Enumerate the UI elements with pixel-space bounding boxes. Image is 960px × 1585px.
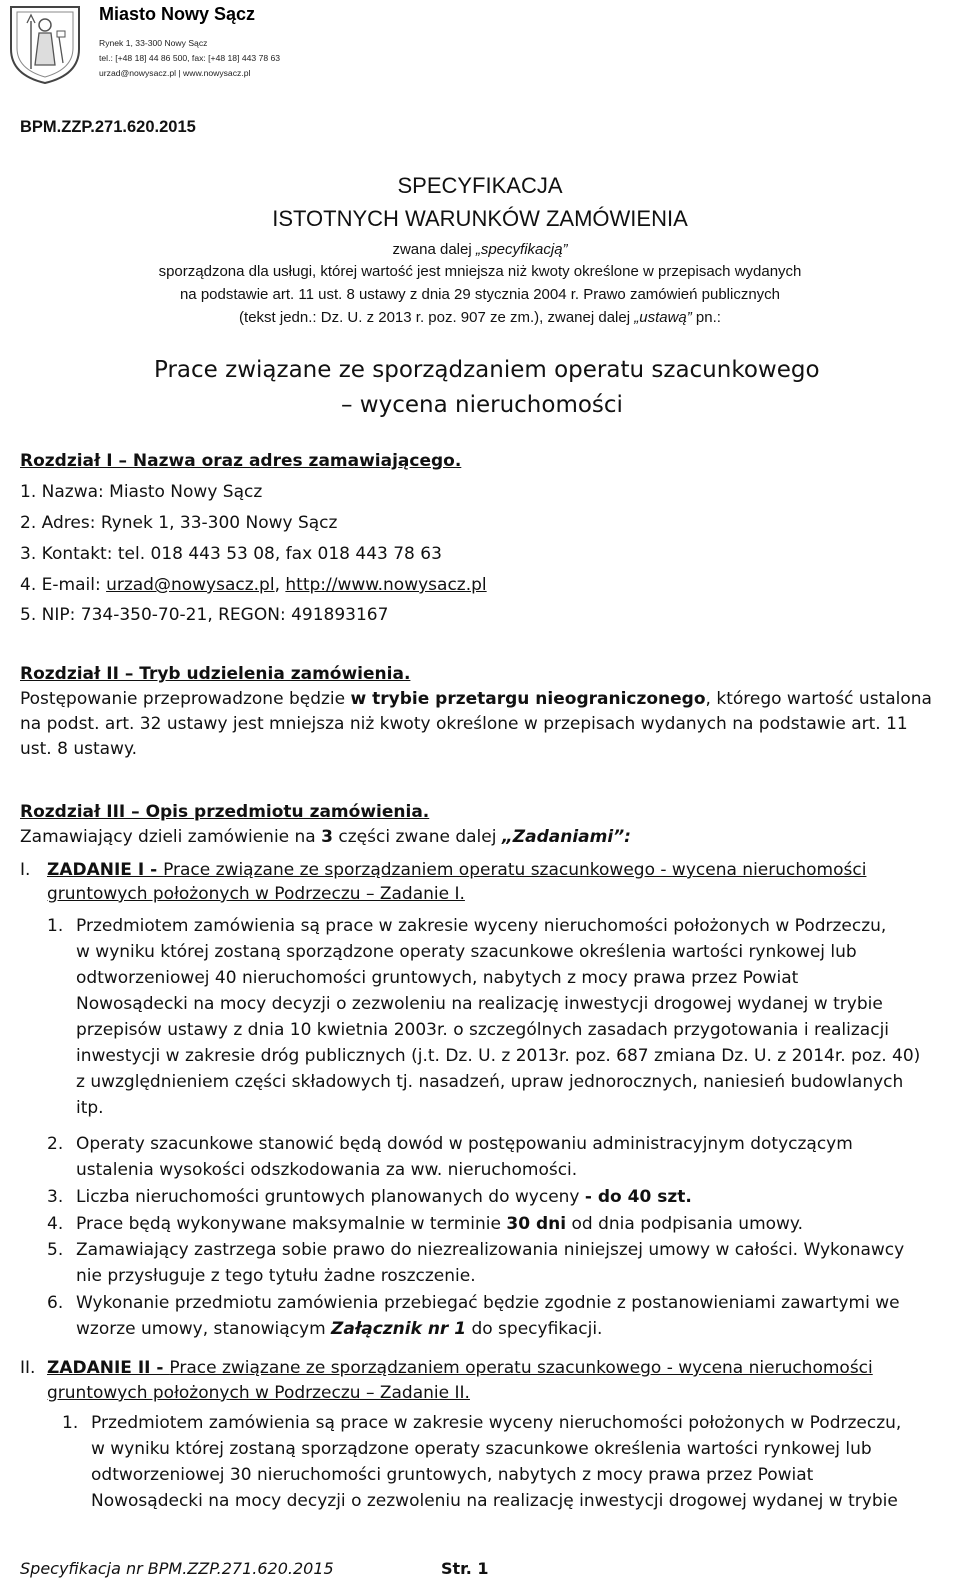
task2-item1-line2: w wyniku której zostaną sporządzone operaty szacunkowe określenia wartości rynkowej lub [91, 1439, 872, 1459]
chapter3-intro: Zamawiający dzieli zamówienie na 3 części zwane dalej „Zadaniami”: [20, 827, 631, 847]
letterhead-contact: urzad@nowysacz.pl | www.nowysacz.pl [99, 68, 251, 78]
task1-item5-line1: Zamawiający zastrzega sobie prawo do niezrealizowania niniejszej umowy w całości. Wykonawcy [76, 1240, 905, 1260]
task1-item6-line1: Wykonanie przedmiotu zamówienia przebiegać będzie zgodnie z postanowieniami zawartymi we [76, 1293, 900, 1313]
doc-subtitle-line3: na podstawie art. 11 ust. 8 ustawy z dnia 29 stycznia 2004 r. Prawo zamówień publicznych [179, 286, 781, 303]
chapter1-item-name: 1. Nazwa: Miasto Nowy Sącz [20, 482, 263, 502]
task1-item1-line7: z uwzględnieniem części składowych tj. nasadzeń, upraw jednorocznych, naniesień budowlanych [76, 1072, 904, 1092]
footer-page-number: Str. 1 [441, 1559, 489, 1578]
task1-item5-line2: nie przysługuje z tego tytułu żadne roszczenie. [76, 1266, 476, 1286]
letterhead-phone: tel.: [+48 18] 44 86 500, fax: [+48 18] 443 78 63 [99, 53, 281, 63]
chapter2-title: Rozdział II – Tryb udzielenia zamówienia. [20, 664, 411, 684]
letterhead-address: Rynek 1, 33-300 Nowy Sącz [99, 38, 208, 48]
chapter1-item-contact: 3. Kontakt: tel. 018 443 53 08, fax 018 443 78 63 [20, 544, 442, 564]
task1-item1-line5: przepisów ustawy z dnia 10 kwietnia 2003r. o szczególnych zasadach przygotowania i realizacji [76, 1020, 890, 1040]
task1-item1-num: 1. [47, 916, 64, 936]
task1-item5-num: 5. [47, 1240, 64, 1260]
chapter1-item-email: 4. E-mail: urzad@nowysacz.pl, http://www.nowysacz.pl [20, 575, 487, 595]
website-link[interactable]: http://www.nowysacz.pl [285, 575, 487, 595]
chapter2-paragraph-line3: ust. 8 ustawy. [20, 739, 137, 759]
task1-item2-line2: ustalenia wysokości odszkodowania za ww. nieruchomości. [76, 1160, 578, 1180]
task1-item1-line2: w wyniku której zostaną sporządzone operaty szacunkowe określenia wartości rynkowej lub [76, 942, 857, 962]
task1-item4-num: 4. [47, 1214, 64, 1234]
task2-title-line1: ZADANIE II - Prace związane ze sporządzaniem operatu szacunkowego - wycena nieruchomości [47, 1358, 873, 1378]
task1-item1-line8: itp. [76, 1098, 104, 1118]
task2-number: II. [20, 1358, 36, 1378]
task1-item2-num: 2. [47, 1134, 64, 1154]
document-id: BPM.ZZP.271.620.2015 [20, 118, 196, 136]
email-link[interactable]: urzad@nowysacz.pl [106, 575, 275, 595]
task1-item4: Prace będą wykonywane maksymalnie w terminie 30 dni od dnia podpisania umowy. [76, 1214, 803, 1234]
chapter1-item-nip: 5. NIP: 734-350-70-21, REGON: 491893167 [20, 605, 389, 625]
doc-title-line2: ISTOTNYCH WARUNKÓW ZAMÓWIENIA [272, 206, 688, 231]
chapter2-paragraph-line1: Postępowanie przeprowadzone będzie w trybie przetargu nieograniczonego, którego wartość ustalona [20, 689, 932, 709]
task1-item2-line1: Operaty szacunkowe stanowić będą dowód w postępowaniu administracyjnym dotyczącym [76, 1134, 853, 1154]
task1-item3-num: 3. [47, 1187, 64, 1207]
footer-spec-number: Specyfikacja nr BPM.ZZP.271.620.2015 [20, 1559, 334, 1578]
task1-item6-line2: wzorze umowy, stanowiącym Załącznik nr 1 do specyfikacji. [76, 1319, 603, 1339]
chapter1-item-address: 2. Adres: Rynek 1, 33-300 Nowy Sącz [20, 513, 338, 533]
task1-title-line2: gruntowych położonych w Podrzeczu – Zadanie I. [47, 884, 465, 904]
letterhead-title: Miasto Nowy Sącz [99, 4, 256, 24]
doc-subtitle-line2: sporządzona dla usługi, której wartość jest mniejsza niż kwoty określone w przepisach wydanych [158, 263, 802, 280]
task2-item1-num: 1. [62, 1413, 79, 1433]
task1-item1-line4: Nowosądecki na mocy decyzji o zezwoleniu na realizację inwestycji drogowej wydanej w trybie [76, 994, 883, 1014]
task2-item1-line4: Nowosądecki na mocy decyzji o zezwoleniu na realizację inwestycji drogowej wydanej w trybie [91, 1491, 898, 1511]
subject-line2: – wycena nieruchomości [341, 392, 623, 418]
doc-title-line1: SPECYFIKACJA [397, 173, 563, 198]
chapter2-paragraph-line2: na podst. art. 32 ustawy jest mniejsza niż kwoty określone w przepisach wydanych na podstawie art. 11 [20, 714, 908, 734]
doc-subtitle-line1: zwana dalej „specyfikacją” [392, 241, 568, 258]
task1-item3: Liczba nieruchomości gruntowych planowanych do wyceny - do 40 szt. [76, 1187, 692, 1207]
chapter3-title: Rozdział III – Opis przedmiotu zamówienia. [20, 802, 430, 822]
task1-item1-line6: inwestycji w zakresie dróg publicznych (j.t. Dz. U. z 2013r. poz. 687 zmiana Dz. U. z 2014r. poz. 40) [76, 1046, 921, 1066]
subject-line1: Prace związane ze sporządzaniem operatu szacunkowego [154, 357, 820, 383]
task2-item1-line1: Przedmiotem zamówienia są prace w zakresie wyceny nieruchomości położonych w Podrzeczu, [91, 1413, 902, 1433]
task1-item6-num: 6. [47, 1293, 64, 1313]
task1-item1-line1: Przedmiotem zamówienia są prace w zakresie wyceny nieruchomości położonych w Podrzeczu, [76, 916, 887, 936]
doc-subtitle-line4: (tekst jedn.: Dz. U. z 2013 r. poz. 907 ze zm.), zwanej dalej „ustawą” pn.: [239, 309, 721, 326]
chapter1-title: Rozdział I – Nazwa oraz adres zamawiającego. [20, 451, 462, 471]
city-coat-of-arms-logo [5, 3, 85, 85]
task2-item1-line3: odtworzeniowej 30 nieruchomości gruntowych, nabytych z mocy prawa przez Powiat [91, 1465, 814, 1485]
task1-title-line1: ZADANIE I - Prace związane ze sporządzaniem operatu szacunkowego - wycena nieruchomości [47, 860, 867, 880]
task2-title-line2: gruntowych położonych w Podrzeczu – Zadanie II. [47, 1383, 470, 1403]
task1-number: I. [20, 860, 31, 880]
task1-item1-line3: odtworzeniowej 40 nieruchomości gruntowych, nabytych z mocy prawa przez Powiat [76, 968, 799, 988]
